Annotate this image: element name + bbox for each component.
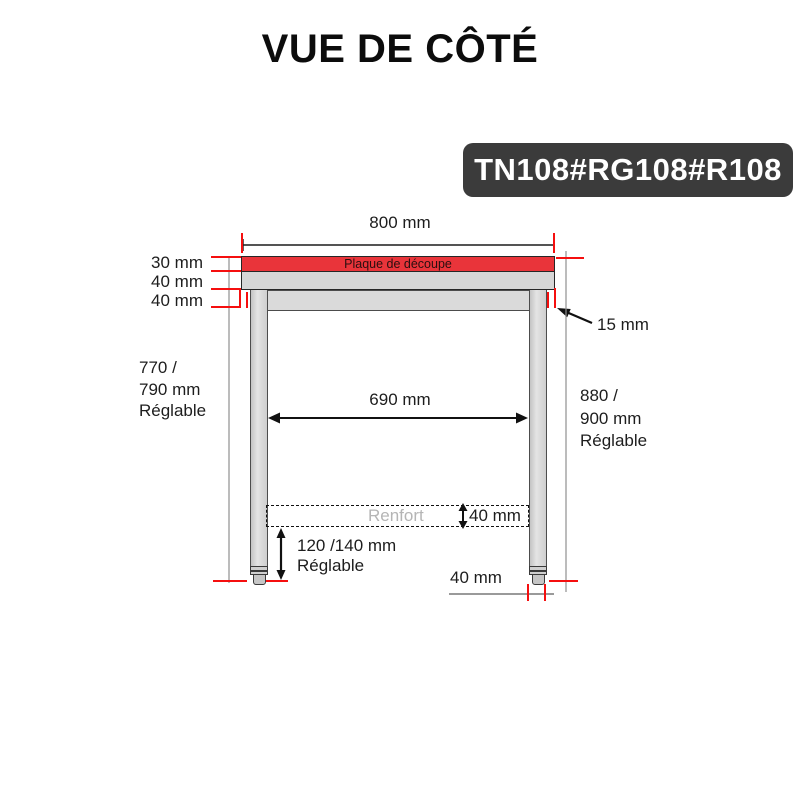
dim-label-40mm-frame: 40 mm (151, 272, 203, 291)
dim-label-15mm: 15 mm (597, 315, 649, 334)
foot-cap-left (253, 574, 266, 585)
foot-ridge (251, 570, 267, 572)
dim-label-right-height (580, 385, 647, 453)
dim-label-30mm: 30 mm (151, 253, 203, 272)
dim-label-renfort-40mm: 40 mm (469, 506, 521, 525)
foot-cap-right (532, 574, 545, 585)
cutting-plate-label: Plaque de découpe (344, 256, 452, 271)
dim-label-left-height (139, 357, 206, 422)
tabletop-frame (241, 270, 555, 290)
dim-line-800 (243, 239, 554, 251)
dim-label-40mm-apron: 40 mm (151, 291, 203, 310)
dim-arrow-690 (268, 413, 528, 424)
arrow-15mm (555, 304, 592, 323)
reinforcement-label: Renfort (368, 506, 424, 525)
foot-adjust-line1: 120 /140 mm (297, 536, 397, 555)
left-height-line3: Réglable (139, 401, 207, 420)
right-height-line2: 900 mm (580, 408, 642, 428)
right-height-line3: Réglable (580, 431, 648, 450)
foot-adjust-line2: Réglable (297, 556, 365, 575)
dim-label-foot-40mm: 40 mm (450, 568, 502, 587)
dim-label-690mm: 690 mm (369, 390, 431, 409)
foot-ridge (530, 570, 546, 572)
right-height-line1: 880 / (580, 386, 618, 405)
page-title: VUE DE CÔTÉ (261, 27, 539, 71)
left-height-line2: 790 mm (139, 379, 201, 399)
table-leg-right (529, 290, 547, 567)
dim-label-foot-adjust (297, 536, 396, 576)
left-height-line1: 770 / (139, 358, 177, 377)
cutting-plate (241, 256, 555, 272)
dim-arrow-120-140 (277, 528, 286, 580)
dim-label-800mm: 800 mm (369, 213, 431, 232)
table-apron (251, 290, 547, 311)
model-badge: TN108#RG108#R108 (463, 143, 793, 197)
